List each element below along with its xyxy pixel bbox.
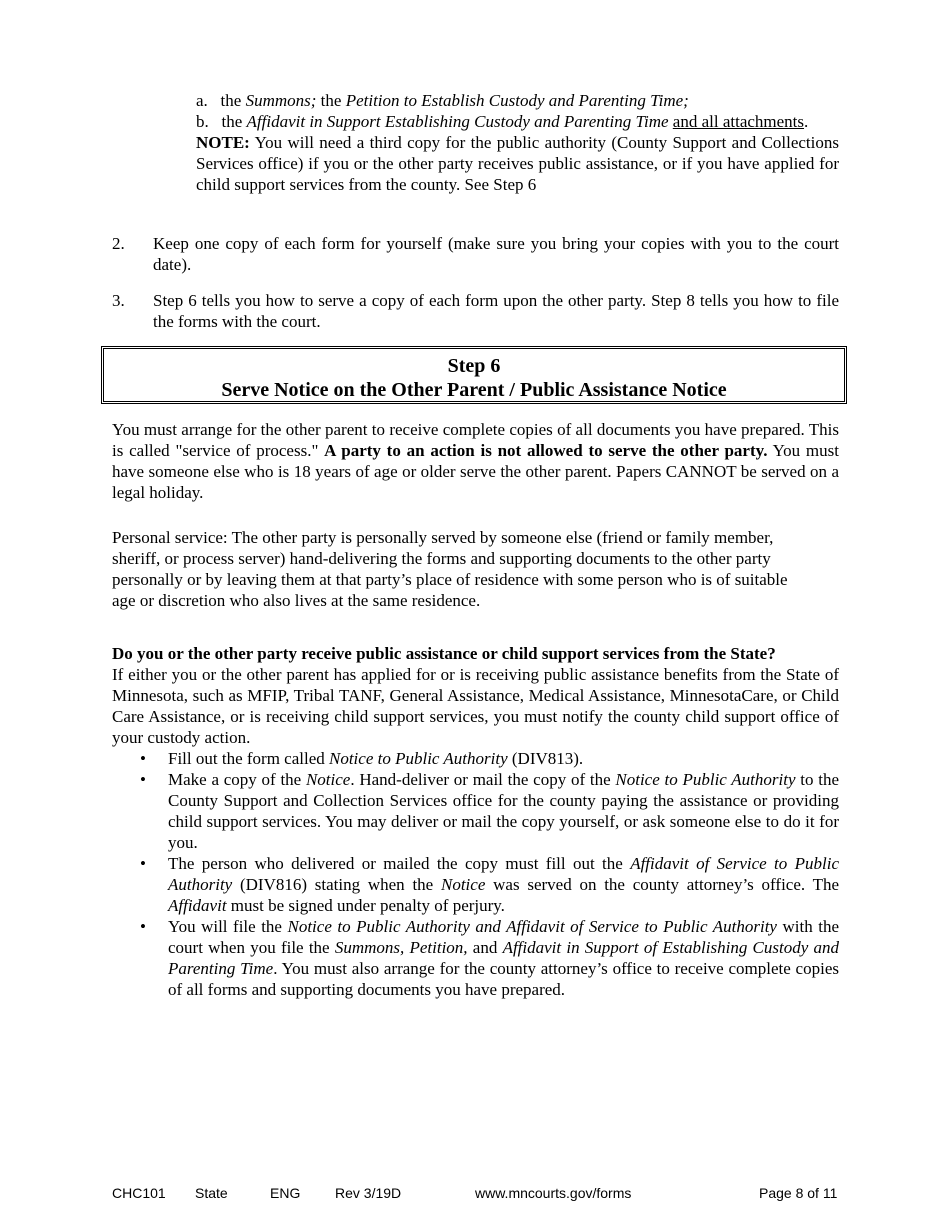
- sub-list: [196, 90, 839, 195]
- attachments-underlined: and all attachments: [672, 112, 805, 131]
- list-item: • You will file the Notice to Public Authority and Affidavit of Service to Public Authority with the court when you file the Summons, Petition, and Affidavit in Support of Establishing Custody and Parenting Time. You must also arrange for the county attorney’s office to receive complete copies of all forms and supporting documents you have prepared.: [140, 917, 840, 999]
- list-item-a: a. the Summons; the Petition to Establish Custody and Parenting Time;: [196, 91, 689, 110]
- affidavit-title: Affidavit in Support Establishing Custody and Parenting Time: [246, 112, 669, 131]
- footer-page-number: Page 8 of 11: [759, 1185, 838, 1201]
- summons-title: Summons;: [245, 91, 317, 110]
- step-number: Step 6: [447, 355, 501, 377]
- note-label: NOTE:: [196, 133, 250, 152]
- numbered-item-3: 3. Step 6 tells you how to serve a copy of each form upon the other party. Step 8 tells you how to file the forms with the court.: [112, 291, 839, 331]
- bullet-icon: •: [140, 770, 146, 789]
- bullet-icon: •: [140, 917, 146, 936]
- bullet-icon: •: [140, 749, 146, 768]
- petition-title: Petition to Establish Custody and Parenting Time;: [345, 91, 689, 110]
- step-heading-box: [101, 346, 847, 404]
- service-warning: A party to an action is not allowed to serve the other party.: [324, 441, 768, 460]
- list-item: • Fill out the form called Notice to Public Authority (DIV813).: [140, 749, 584, 768]
- bullet-icon: •: [140, 854, 146, 873]
- list-item-b: b. the Affidavit in Support Establishing Custody and Parenting Time and all attachments.: [196, 112, 809, 131]
- footer-jurisdiction: State: [195, 1185, 228, 1201]
- page-footer: [0, 1185, 950, 1205]
- pa-question: Do you or the other party receive public assistance or child support services from the State?: [112, 644, 776, 663]
- footer-form-id: CHC101: [112, 1185, 166, 1201]
- step-title: Serve Notice on the Other Parent / Public Assistance Notice: [221, 379, 727, 401]
- service-paragraph: You must arrange for the other parent to receive complete copies of all documents you have prepared. This is called "service of process." A party to an action is not allowed to serve the other party. You must have someone else who is 18 years of age or older serve the other parent. Papers CANNOT be served on a legal holiday.: [112, 420, 839, 502]
- footer-revision: Rev 3/19D: [335, 1185, 402, 1201]
- note-paragraph: NOTE: You will need a third copy for the public authority (County Support and Collections Services office) if you or the other party receives public assistance, or if you have applied for child support services from the county. See Step 6: [196, 133, 839, 194]
- list-item: • Make a copy of the Notice. Hand-deliver or mail the copy of the Notice to Public Authority to the County Support and Collection Services office for the county paying the assistance or providing child support services. You may deliver or mail the copy yourself, or ask someone else to do it for you.: [140, 770, 840, 852]
- personal-service-paragraph: Personal service: The other party is personally served by someone else (friend or family member, sheriff, or process server) hand-delivering the forms and supporting documents to the other party personally or by leaving them at that party’s place of residence with some person who is of suitable age or discretion who also lives at the same residence.: [112, 528, 788, 610]
- footer-website-link[interactable]: www.mncourts.gov/forms: [475, 1185, 632, 1201]
- numbered-item-2: 2. Keep one copy of each form for yourself (make sure you bring your copies with you to the court date).: [112, 234, 839, 274]
- pa-intro: If either you or the other parent has applied for or is receiving public assistance benefits from the State of Minnesota, such as MFIP, Tribal TANF, General Assistance, Medical Assistance, MinnesotaCare, or Child Care Assistance, or is receiving child support services, you must notify the county child support office of your custody action.: [112, 665, 839, 747]
- list-item: • The person who delivered or mailed the copy must fill out the Affidavit of Service to Public Authority (DIV816) stating when the Notice was served on the county attorney’s office. The Affidavit must be signed under penalty of perjury.: [140, 854, 840, 915]
- pa-bullet-list: [112, 748, 839, 1000]
- footer-language: ENG: [270, 1185, 301, 1201]
